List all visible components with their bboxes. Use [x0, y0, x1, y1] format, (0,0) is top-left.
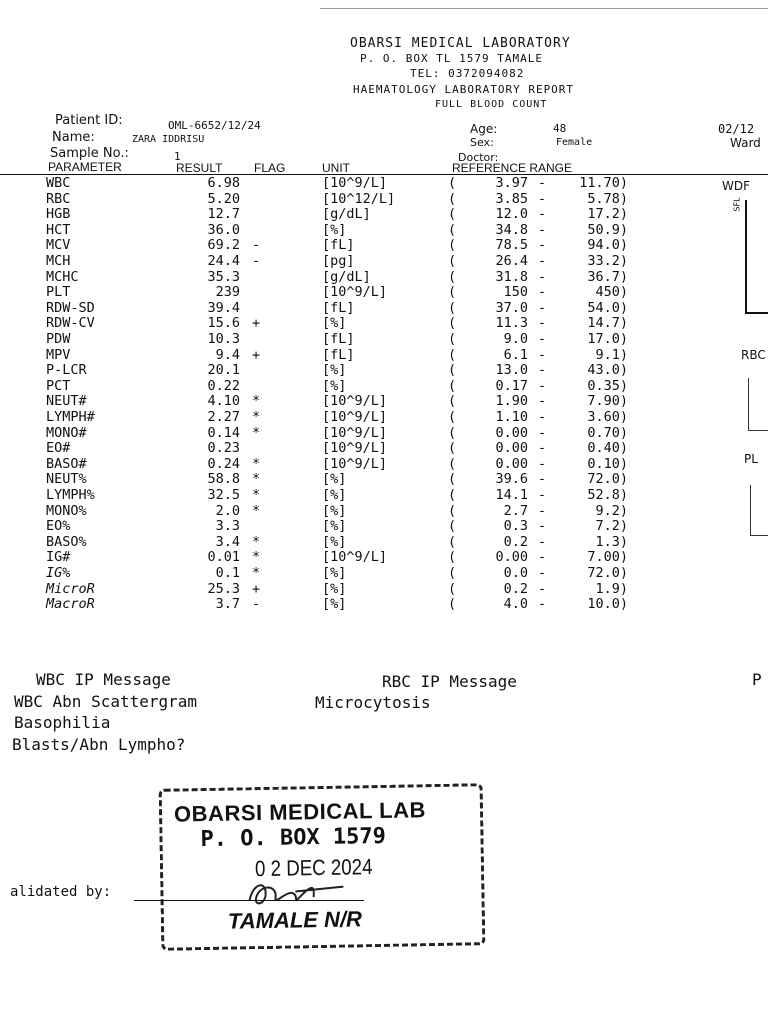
- report-subtitle: FULL BLOOD COUNT: [435, 99, 548, 110]
- wbc-ip-message-title: WBC IP Message: [36, 670, 171, 689]
- top-edge-rule: [320, 0, 768, 9]
- range-dash: -: [538, 565, 547, 581]
- range-dash: -: [538, 471, 547, 488]
- unit: [fL]: [322, 331, 355, 347]
- result-value: 10.3: [207, 331, 240, 347]
- table-row: [0, 394, 768, 409]
- parameter-name: PCT: [46, 377, 71, 394]
- result-value: 25.3: [207, 580, 240, 597]
- header-flag: FLAG: [254, 161, 286, 175]
- range-open: (: [448, 346, 457, 363]
- table-row: [0, 254, 768, 269]
- stamp-po-box: P. O. BOX 1579: [200, 823, 387, 853]
- stamp-location: TAMALE N/R: [227, 906, 363, 934]
- unit: [%]: [322, 596, 347, 613]
- report-title: HAEMATOLOGY LABORATORY REPORT: [353, 83, 575, 96]
- range-low: 26.4: [495, 253, 528, 269]
- unit: [%]: [322, 580, 347, 597]
- ward-partial: Ward: [730, 136, 761, 150]
- range-open: (: [448, 565, 457, 581]
- parameter-name: MCV: [46, 237, 71, 254]
- patient-name-value: ZARA IDDRISU: [132, 134, 205, 145]
- rbc-message-line: Microcytosis: [315, 693, 431, 712]
- age-value: 48: [553, 122, 567, 135]
- result-value: 35.3: [207, 268, 240, 285]
- range-low: 0.00: [495, 440, 528, 457]
- unit: [10^9/L]: [322, 549, 388, 566]
- range-dash: -: [538, 502, 547, 519]
- range-low: 0.2: [503, 533, 528, 550]
- result-flag: +: [252, 346, 261, 363]
- range-dash: -: [538, 580, 547, 597]
- validated-by-line: [134, 900, 364, 901]
- range-low: 2.7: [503, 502, 528, 519]
- result-flag: +: [252, 580, 261, 597]
- doctor-label: Doctor:: [458, 151, 499, 164]
- range-dash: -: [538, 268, 547, 285]
- unit: [fL]: [322, 237, 355, 254]
- result-value: 24.4: [207, 253, 240, 269]
- rbc-histogram-frame: [748, 378, 768, 431]
- unit: [10^9/L]: [322, 393, 388, 410]
- range-dash: -: [538, 487, 547, 503]
- result-value: 58.8: [207, 471, 240, 488]
- table-row: [0, 566, 768, 581]
- range-low: 0.2: [503, 580, 528, 597]
- result-value: 9.4: [215, 346, 240, 363]
- range-open: (: [448, 221, 457, 238]
- range-open: (: [448, 377, 457, 394]
- range-dash: -: [538, 253, 547, 269]
- range-high: 3.60): [587, 409, 628, 425]
- table-row: [0, 410, 768, 425]
- table-row: [0, 550, 768, 565]
- range-dash: -: [538, 206, 547, 223]
- result-value: 239: [215, 284, 240, 301]
- result-flag: -: [252, 253, 261, 269]
- range-low: 14.1: [495, 487, 528, 503]
- result-value: 0.23: [207, 440, 240, 457]
- range-high: 0.40): [587, 440, 628, 457]
- range-open: (: [448, 175, 457, 191]
- range-high: 1.9): [595, 580, 628, 597]
- parameter-name: NEUT%: [46, 471, 87, 488]
- patient-id-value: OML-6652/12/24: [168, 119, 261, 132]
- sfl-axis-label: SFL: [732, 197, 742, 212]
- range-high: 36.7): [587, 268, 628, 285]
- wbc-message-line: Basophilia: [14, 713, 111, 732]
- range-high: 14.7): [587, 315, 628, 332]
- range-dash: -: [538, 299, 547, 316]
- parameter-name: HGB: [46, 206, 71, 223]
- range-dash: -: [538, 284, 547, 301]
- range-low: 31.8: [495, 268, 528, 285]
- table-row: [0, 238, 768, 253]
- range-dash: -: [538, 190, 547, 207]
- range-low: 9.0: [503, 331, 528, 347]
- range-dash: -: [538, 518, 547, 535]
- result-value: 3.4: [215, 533, 240, 550]
- lab-name: OBARSI MEDICAL LABORATORY: [350, 36, 571, 51]
- unit: [10^12/L]: [322, 190, 396, 207]
- range-high: 0.70): [587, 424, 628, 441]
- range-open: (: [448, 362, 457, 379]
- table-row: [0, 301, 768, 316]
- unit: [fL]: [322, 346, 355, 363]
- unit: [%]: [322, 565, 347, 581]
- table-header: [0, 160, 768, 175]
- result-flag: *: [252, 502, 261, 519]
- parameter-name: MacroR: [46, 596, 95, 613]
- signature: [243, 874, 354, 912]
- range-open: (: [448, 533, 457, 550]
- range-open: (: [448, 440, 457, 457]
- parameter-name: MCHC: [46, 268, 79, 285]
- unit: [%]: [322, 377, 347, 394]
- result-value: 15.6: [207, 315, 240, 332]
- stamp-lab-name: OBARSI MEDICAL LAB: [173, 797, 427, 827]
- parameter-name: MPV: [46, 346, 71, 363]
- range-open: (: [448, 596, 457, 613]
- result-value: 39.4: [207, 299, 240, 316]
- result-value: 0.1: [215, 565, 240, 581]
- result-value: 5.20: [207, 190, 240, 207]
- range-high: 11.70): [579, 175, 628, 191]
- range-dash: -: [538, 393, 547, 410]
- parameter-name: LYMPH#: [46, 409, 95, 425]
- range-open: (: [448, 487, 457, 503]
- range-dash: -: [538, 346, 547, 363]
- range-high: 17.0): [587, 331, 628, 347]
- rbc-histogram-label: RBC: [741, 348, 766, 362]
- parameter-name: IG#: [46, 549, 71, 566]
- report-date-partial: 02/12: [718, 122, 755, 136]
- unit: [%]: [322, 362, 347, 379]
- header-result: RESULT: [176, 161, 223, 175]
- unit: [g/dL]: [322, 268, 371, 285]
- unit: [pg]: [322, 253, 355, 269]
- range-dash: -: [538, 424, 547, 441]
- parameter-name: PDW: [46, 331, 71, 347]
- parameter-name: EO#: [46, 440, 71, 457]
- range-high: 33.2): [587, 253, 628, 269]
- range-low: 6.1: [503, 346, 528, 363]
- result-flag: *: [252, 565, 261, 581]
- header-reference-range: REFERENCE RANGE: [452, 161, 573, 175]
- range-low: 0.00: [495, 455, 528, 472]
- parameter-name: RBC: [46, 190, 71, 207]
- range-dash: -: [538, 315, 547, 332]
- table-row: [0, 316, 768, 331]
- range-dash: -: [538, 377, 547, 394]
- unit: [%]: [322, 502, 347, 519]
- table-row: [0, 332, 768, 347]
- range-high: 52.8): [587, 487, 628, 503]
- lab-tel: TEL: 0372094082: [410, 67, 525, 80]
- range-open: (: [448, 315, 457, 332]
- parameter-name: LYMPH%: [46, 487, 95, 503]
- range-low: 0.0: [503, 565, 528, 581]
- header-unit: UNIT: [322, 161, 350, 175]
- parameter-name: BASO#: [46, 455, 87, 472]
- table-row: [0, 597, 768, 612]
- table-row: [0, 472, 768, 487]
- range-open: (: [448, 331, 457, 347]
- range-high: 0.10): [587, 455, 628, 472]
- unit: [%]: [322, 471, 347, 488]
- range-dash: -: [538, 455, 547, 472]
- table-row: [0, 535, 768, 550]
- table-row: [0, 519, 768, 534]
- wdf-chart-label: WDF: [722, 179, 751, 193]
- age-label: Age:: [470, 122, 498, 136]
- range-dash: -: [538, 331, 547, 347]
- patient-id-label: Patient ID:: [55, 113, 123, 128]
- parameter-name: RDW-CV: [46, 315, 95, 332]
- parameter-name: IG%: [46, 565, 71, 581]
- range-open: (: [448, 237, 457, 254]
- range-high: 50.9): [587, 221, 628, 238]
- range-high: 450): [595, 284, 628, 301]
- range-low: 12.0: [495, 206, 528, 223]
- range-open: (: [448, 190, 457, 207]
- table-row: [0, 285, 768, 300]
- parameter-name: MONO%: [46, 502, 87, 519]
- plt-ip-message-partial: P: [752, 670, 762, 689]
- range-open: (: [448, 455, 457, 472]
- result-flag: *: [252, 549, 261, 566]
- parameter-name: HCT: [46, 221, 71, 238]
- range-dash: -: [538, 440, 547, 457]
- range-low: 78.5: [495, 237, 528, 254]
- result-value: 0.22: [207, 377, 240, 394]
- unit: [%]: [322, 315, 347, 332]
- range-low: 1.10: [495, 409, 528, 425]
- header-parameter: PARAMETER: [48, 160, 122, 174]
- unit: [10^9/L]: [322, 175, 388, 191]
- result-value: 0.01: [207, 549, 240, 566]
- range-open: (: [448, 253, 457, 269]
- range-open: (: [448, 393, 457, 410]
- table-row: [0, 426, 768, 441]
- table-row: [0, 207, 768, 222]
- table-row: [0, 379, 768, 394]
- lab-stamp: [159, 783, 486, 951]
- range-low: 0.3: [503, 518, 528, 535]
- range-dash: -: [538, 596, 547, 613]
- parameter-name: EO%: [46, 518, 71, 535]
- result-value: 2.0: [215, 502, 240, 519]
- range-low: 34.8: [495, 221, 528, 238]
- parameter-name: P-LCR: [46, 362, 87, 379]
- table-row: [0, 363, 768, 378]
- table-row: [0, 348, 768, 363]
- sex-label: Sex:: [470, 136, 494, 149]
- range-low: 150: [503, 284, 528, 301]
- table-row: [0, 270, 768, 285]
- parameter-name: WBC: [46, 175, 71, 191]
- unit: [g/dL]: [322, 206, 371, 223]
- result-flag: *: [252, 533, 261, 550]
- parameter-name: RDW-SD: [46, 299, 95, 316]
- range-high: 54.0): [587, 299, 628, 316]
- unit: [10^9/L]: [322, 440, 388, 457]
- result-flag: *: [252, 455, 261, 472]
- range-high: 94.0): [587, 237, 628, 254]
- range-open: (: [448, 471, 457, 488]
- result-value: 69.2: [207, 237, 240, 254]
- range-low: 4.0: [503, 596, 528, 613]
- range-high: 72.0): [587, 471, 628, 488]
- range-high: 0.35): [587, 377, 628, 394]
- lab-address: P. O. BOX TL 1579 TAMALE: [360, 52, 543, 65]
- table-row: [0, 582, 768, 597]
- wbc-message-line: WBC Abn Scattergram: [14, 692, 198, 711]
- sex-value: Female: [556, 137, 593, 148]
- table-row: [0, 176, 768, 191]
- unit: [%]: [322, 533, 347, 550]
- stamp-date: 0 2 DEC 2024: [254, 854, 373, 882]
- range-open: (: [448, 299, 457, 316]
- range-open: (: [448, 268, 457, 285]
- table-row: [0, 457, 768, 472]
- range-open: (: [448, 580, 457, 597]
- sample-no-value: 1: [174, 150, 181, 163]
- range-high: 7.00): [587, 549, 628, 566]
- result-value: 4.10: [207, 393, 240, 410]
- result-value: 3.3: [215, 518, 240, 535]
- range-open: (: [448, 424, 457, 441]
- range-open: (: [448, 409, 457, 425]
- unit: [10^9/L]: [322, 409, 388, 425]
- table-row: [0, 223, 768, 238]
- table-row: [0, 488, 768, 503]
- range-dash: -: [538, 221, 547, 238]
- range-low: 0.00: [495, 424, 528, 441]
- range-low: 13.0: [495, 362, 528, 379]
- result-flag: -: [252, 237, 261, 254]
- parameter-name: MCH: [46, 253, 71, 269]
- parameter-name: NEUT#: [46, 393, 87, 410]
- plt-histogram-frame: [750, 485, 768, 536]
- patient-name-label: Name:: [52, 130, 95, 145]
- unit: [%]: [322, 487, 347, 503]
- result-value: 20.1: [207, 362, 240, 379]
- range-dash: -: [538, 362, 547, 379]
- unit: [10^9/L]: [322, 424, 388, 441]
- range-dash: -: [538, 549, 547, 566]
- result-flag: *: [252, 471, 261, 488]
- range-dash: -: [538, 237, 547, 254]
- range-low: 3.85: [495, 190, 528, 207]
- table-row: [0, 504, 768, 519]
- validated-by-label: alidated by:: [10, 884, 112, 900]
- result-value: 0.14: [207, 424, 240, 441]
- plt-histogram-label: PL: [744, 452, 758, 466]
- result-value: 3.7: [215, 596, 240, 613]
- range-dash: -: [538, 533, 547, 550]
- range-open: (: [448, 502, 457, 519]
- result-value: 32.5: [207, 487, 240, 503]
- parameter-name: BASO%: [46, 533, 87, 550]
- range-high: 72.0): [587, 565, 628, 581]
- range-low: 37.0: [495, 299, 528, 316]
- result-value: 36.0: [207, 221, 240, 238]
- parameter-name: MONO#: [46, 424, 87, 441]
- table-row: [0, 192, 768, 207]
- range-open: (: [448, 206, 457, 223]
- result-value: 2.27: [207, 409, 240, 425]
- range-high: 1.3): [595, 533, 628, 550]
- result-value: 6.98: [207, 175, 240, 191]
- range-low: 3.97: [495, 175, 528, 191]
- range-high: 10.0): [587, 596, 628, 613]
- range-low: 1.90: [495, 393, 528, 410]
- unit: [10^9/L]: [322, 284, 388, 301]
- parameter-name: MicroR: [46, 580, 95, 597]
- result-value: 0.24: [207, 455, 240, 472]
- unit: [fL]: [322, 299, 355, 316]
- rbc-ip-message-title: RBC IP Message: [382, 672, 517, 691]
- result-flag: *: [252, 424, 261, 441]
- unit: [%]: [322, 518, 347, 535]
- range-low: 39.6: [495, 471, 528, 488]
- range-open: (: [448, 549, 457, 566]
- wdf-scattergram-frame: [745, 200, 768, 314]
- wbc-message-line: Blasts/Abn Lympho?: [12, 735, 186, 754]
- range-high: 9.1): [595, 346, 628, 363]
- range-dash: -: [538, 409, 547, 425]
- range-open: (: [448, 284, 457, 301]
- range-high: 7.2): [595, 518, 628, 535]
- result-flag: *: [252, 487, 261, 503]
- result-flag: *: [252, 393, 261, 410]
- range-high: 43.0): [587, 362, 628, 379]
- result-value: 12.7: [207, 206, 240, 223]
- range-low: 0.00: [495, 549, 528, 566]
- range-high: 17.2): [587, 206, 628, 223]
- unit: [10^9/L]: [322, 455, 388, 472]
- sample-no-label: Sample No.:: [50, 146, 129, 161]
- result-flag: +: [252, 315, 261, 332]
- table-row: [0, 441, 768, 456]
- range-dash: -: [538, 175, 547, 191]
- result-flag: -: [252, 596, 261, 613]
- range-low: 0.17: [495, 377, 528, 394]
- range-low: 11.3: [495, 315, 528, 332]
- range-high: 7.90): [587, 393, 628, 410]
- range-high: 9.2): [595, 502, 628, 519]
- unit: [%]: [322, 221, 347, 238]
- range-high: 5.78): [587, 190, 628, 207]
- result-flag: *: [252, 409, 261, 425]
- range-open: (: [448, 518, 457, 535]
- parameter-name: PLT: [46, 284, 71, 301]
